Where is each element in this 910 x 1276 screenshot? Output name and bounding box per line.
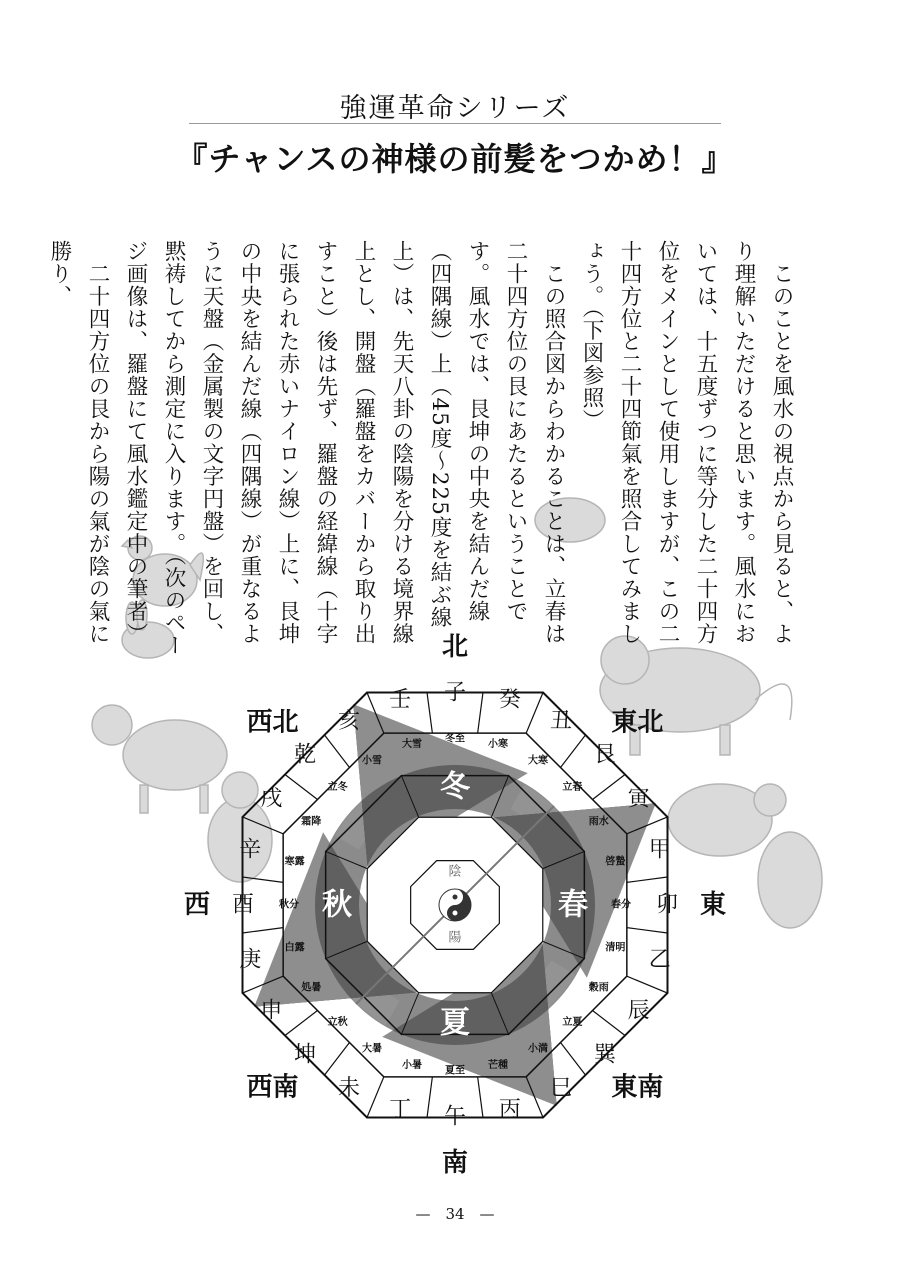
sector-divider-0: [427, 693, 432, 734]
sector-divider-21: [285, 775, 318, 800]
solar-term-label: 秋分: [279, 899, 299, 911]
solar-term-label: 小満: [528, 1043, 548, 1055]
direction-label: 西北: [246, 707, 299, 738]
mountain-label: 巽: [593, 1042, 616, 1068]
mountain-label: 丁: [389, 1097, 412, 1123]
solar-term-label: 立春: [562, 782, 583, 794]
direction-label: 西: [183, 890, 211, 920]
book-title: 『チャンスの神様の前髪をつかめ！』: [175, 140, 735, 178]
yin-yang-dot-light: [453, 911, 458, 916]
direction-label: 東: [699, 890, 727, 920]
sector-divider-13: [427, 1077, 432, 1118]
mountain-label: 戌: [260, 786, 283, 812]
solar-term-label: 立冬: [327, 782, 348, 794]
direction-label: 北: [441, 632, 469, 662]
sector-divider-12: [478, 1077, 483, 1118]
mountain-label: 坤: [294, 1042, 317, 1068]
sector-divider-23: [367, 693, 384, 734]
solar-term-label: 処暑: [301, 982, 322, 994]
solar-term-label: 寒露: [284, 856, 305, 868]
solar-term-label: 大寒: [528, 755, 548, 767]
solar-term-label: 白露: [284, 942, 305, 954]
solar-term-label: 大雪: [402, 739, 423, 751]
season-label: 春: [558, 887, 588, 923]
solar-term-label: 冬至: [445, 733, 465, 745]
sector-divider-5: [627, 817, 668, 834]
solar-term-label: 霜降: [301, 816, 322, 828]
page-number-value: 34: [445, 1205, 465, 1223]
solar-term-label: 立夏: [562, 1016, 583, 1028]
sector-divider-3: [561, 735, 586, 768]
mountain-label: 午: [443, 1104, 467, 1130]
mountain-label: 艮: [593, 742, 616, 768]
sector-divider-10: [561, 1043, 586, 1076]
center-yang-label: 陽: [448, 930, 462, 946]
sector-divider-6: [627, 877, 668, 882]
solar-term-label: 啓蟄: [605, 856, 626, 868]
mountain-label: 丙: [498, 1097, 521, 1123]
mountain-label: 卯: [655, 892, 679, 918]
mountain-label: 巳: [549, 1076, 573, 1102]
mountain-label: 丑: [549, 708, 573, 734]
season-label: 夏: [440, 1005, 470, 1041]
mountain-label: 壬: [389, 687, 412, 713]
sector-divider-9: [593, 1011, 626, 1036]
direction-label: 東南: [611, 1072, 664, 1103]
mountain-label: 寅: [627, 786, 650, 812]
sector-divider-7: [627, 928, 668, 933]
sector-divider-4: [593, 775, 626, 800]
mountain-label: 乙: [648, 947, 671, 973]
direction-label: 南: [441, 1148, 469, 1178]
sector-divider-22: [325, 735, 350, 768]
mountain-label: 子: [443, 680, 467, 706]
solar-term-label: 春分: [611, 899, 631, 911]
sector-divider-16: [285, 1011, 318, 1036]
sector-divider-14: [367, 1077, 384, 1118]
mountain-label: 酉: [231, 892, 255, 918]
direction-label: 東北: [611, 707, 664, 738]
season-label: 冬: [440, 769, 470, 805]
solar-term-label: 立秋: [327, 1016, 348, 1028]
mountain-label: 甲: [648, 837, 671, 863]
series-title: 強運革命シリーズ: [339, 93, 571, 124]
solar-term-label: 夏至: [445, 1065, 465, 1077]
solar-term-label: 芒種: [487, 1059, 508, 1071]
body-text: このことを風水の視点から見ると、より理解いただけると思います。風水においては、十五度ずつに等分した二十四方位をメインとして使用しますが、この二十四方位と二十四節氣を照合してみましょう。（下図参照） この照合図からわかることは、立春は二十四方位の艮にあたるということです。風水では、艮坤の中央を結んだ線（四隅線）上（45度〜225度を結ぶ線上）は、先天八卦の陰陽を分ける境界線上とし、開盤（羅盤をカバーから取り出すこと）後は先ず、羅盤の経緯線（十字に張られた赤いナイロン線）上に、艮坤の中央を結んだ線（四隅線）が重なるように天盤（金属製の文字円盤）を回し、黙祷してから測定に入ります。（次のページ画像は、羅盤にて風水鑑定中の筆者） 二十四方位の艮から陽の氣が陰の氣に勝り、: [47, 240, 794, 657]
mountain-label: 庚: [239, 947, 262, 973]
mountain-label: 未: [337, 1076, 361, 1102]
solar-term-label: 清明: [605, 942, 626, 954]
sector-divider-15: [325, 1043, 350, 1076]
solar-term-label: 小暑: [402, 1059, 423, 1071]
center-yin-label: 陰: [448, 864, 462, 880]
solar-term-label: 大暑: [362, 1043, 382, 1055]
horse-icon: [758, 832, 822, 928]
direction-label: 西南: [246, 1072, 299, 1103]
mountain-label: 乾: [294, 742, 317, 768]
yin-yang-icon: [439, 889, 471, 921]
mountain-label: 亥: [337, 708, 361, 734]
sector-divider-2: [526, 693, 543, 734]
mountain-label: 辛: [239, 837, 262, 863]
mountain-label: 癸: [498, 687, 521, 713]
sector-divider-8: [627, 976, 668, 993]
sector-divider-18: [243, 928, 284, 933]
page-number: — 34 —: [415, 1205, 495, 1223]
sector-divider-11: [526, 1077, 543, 1118]
yin-yang-dot-dark: [453, 895, 458, 900]
mountain-label: 辰: [627, 998, 650, 1024]
sector-divider-1: [478, 693, 483, 734]
sector-divider-17: [243, 976, 284, 993]
mountain-label: 申: [260, 998, 283, 1024]
solar-term-label: 穀雨: [588, 982, 609, 994]
solar-term-label: 小寒: [487, 739, 508, 751]
season-label: 秋: [322, 887, 352, 923]
solar-term-label: 小雪: [362, 755, 382, 767]
sheep-icon: [92, 705, 227, 813]
solar-term-label: 雨水: [588, 816, 609, 828]
